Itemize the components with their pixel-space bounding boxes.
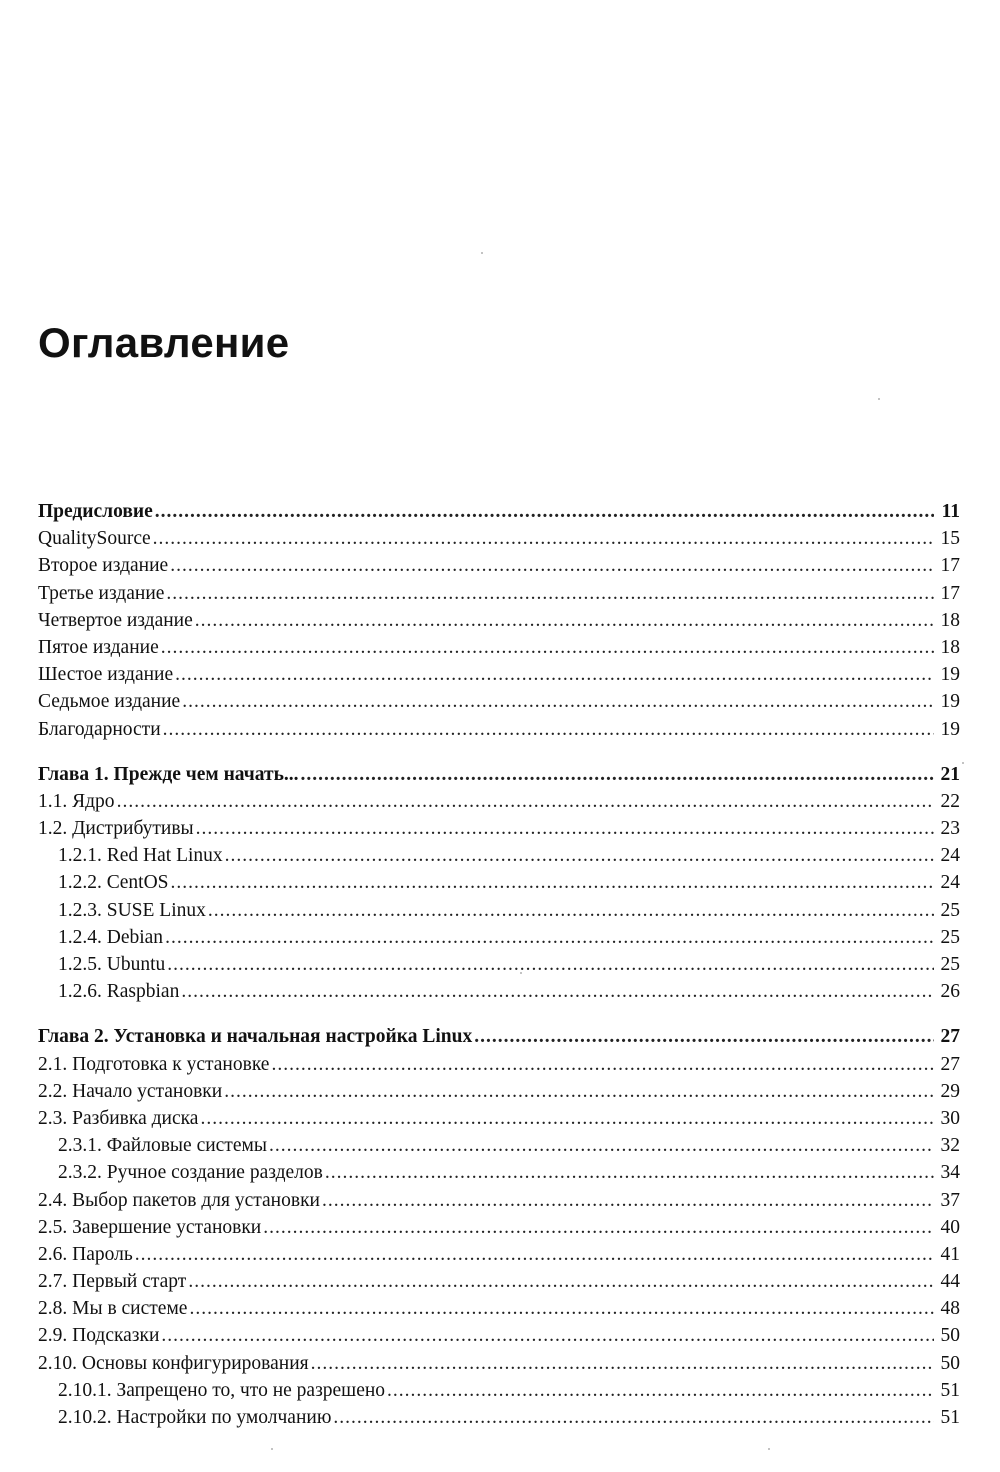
- toc-entry-label: 2.7. Первый старт: [38, 1271, 187, 1293]
- toc-page-number: 22: [940, 790, 960, 812]
- toc-chapter-entry: [38, 1023, 960, 1050]
- toc-section: [38, 1023, 960, 1431]
- toc-entry: [38, 1078, 960, 1105]
- toc-chapter-entry: [38, 761, 960, 788]
- toc-page-number: 29: [940, 1080, 960, 1102]
- toc-page-number: 44: [940, 1271, 960, 1293]
- dot-leader: [161, 1322, 934, 1349]
- toc-entry: [38, 716, 960, 743]
- toc-page-number: 50: [940, 1352, 960, 1374]
- dot-leader: [167, 951, 934, 978]
- toc-entry: [38, 1404, 960, 1431]
- toc-entry-label: 2.10.2. Настройки по умолчанию: [58, 1407, 332, 1428]
- toc-entry-label: 1.2.2. CentOS: [58, 872, 169, 894]
- toc-page-number: 15: [940, 528, 960, 550]
- toc-entry-label: Второе издание: [38, 555, 169, 577]
- toc-entry: [38, 1051, 960, 1078]
- toc-entry-label: 2.8. Мы в системе: [38, 1298, 188, 1320]
- toc-entry: [38, 1159, 960, 1186]
- scan-speck: [768, 1448, 770, 1450]
- toc-entry: [38, 1322, 960, 1349]
- toc-entry: [38, 1377, 960, 1404]
- toc-entry: [38, 634, 960, 661]
- toc-entry: [38, 1105, 960, 1132]
- dot-leader: [171, 869, 934, 896]
- toc-entry: [38, 815, 960, 842]
- dot-leader: [269, 1132, 934, 1159]
- dot-leader: [155, 498, 934, 525]
- toc-entry-label: 1.2.1. Red Hat Linux: [58, 845, 223, 867]
- toc-entry-label: 1.2.5. Ubuntu: [58, 954, 166, 975]
- toc-page-number: 24: [940, 872, 960, 894]
- toc-chapter-entry: [38, 498, 960, 525]
- dot-leader: [165, 924, 934, 951]
- toc-entry-label: 2.3. Разбивка диска: [38, 1107, 199, 1129]
- dot-leader: [224, 1078, 934, 1105]
- dot-leader: [153, 525, 934, 552]
- toc-entry: [38, 552, 960, 579]
- toc-page-number: 26: [940, 981, 960, 1003]
- toc-entry: [38, 1214, 960, 1241]
- toc-entry: [38, 1241, 960, 1268]
- toc-entry: [38, 978, 960, 1005]
- dot-leader: [322, 1187, 934, 1214]
- dot-leader: [181, 978, 934, 1005]
- dot-leader: [200, 1105, 934, 1132]
- toc-entry-label: 1.2.3. SUSE Linux: [58, 899, 206, 921]
- toc-entry-label: 2.3.1. Файловые системы: [58, 1135, 267, 1157]
- scan-speck: [481, 252, 483, 254]
- dot-leader: [182, 688, 934, 715]
- dot-leader: [325, 1159, 934, 1186]
- toc-entry: [38, 924, 960, 951]
- toc-entry-label: 1.2.6. Raspbian: [58, 981, 180, 1003]
- toc-entry-label: Шестое издание: [38, 664, 174, 686]
- toc-entry: [38, 1268, 960, 1295]
- dot-leader: [333, 1404, 934, 1431]
- toc-entry-label: 2.3.2. Ручное создание разделов: [58, 1162, 323, 1184]
- toc-page-number: 51: [940, 1379, 960, 1401]
- dot-leader: [170, 552, 934, 579]
- toc-page-number: 30: [940, 1107, 960, 1129]
- toc-page-number: 23: [940, 818, 960, 840]
- scan-speck: [962, 762, 964, 764]
- toc-entry: [38, 688, 960, 715]
- toc-entry: [38, 661, 960, 688]
- toc-page-number: 18: [940, 609, 960, 631]
- toc-entry: [38, 1187, 960, 1214]
- dot-leader: [189, 1295, 934, 1322]
- toc-page-number: 24: [940, 845, 960, 867]
- dot-leader: [195, 607, 934, 634]
- toc-entry: [38, 1350, 960, 1377]
- dot-leader: [175, 661, 934, 688]
- toc-page-number: 27: [940, 1053, 960, 1075]
- toc-entry-label: Глава 1. Прежде чем начать...: [38, 763, 299, 785]
- toc-entry: [38, 869, 960, 896]
- toc-entry-label: 2.10.1. Запрещено то, что не разрешено: [58, 1379, 386, 1401]
- dot-leader: [196, 815, 934, 842]
- dot-leader: [166, 580, 934, 607]
- dot-leader: [117, 788, 934, 815]
- toc-entry-label: 1.1. Ядро: [38, 790, 115, 812]
- toc-entry-label: 2.9. Подсказки: [38, 1325, 160, 1347]
- toc-section: [38, 761, 960, 1006]
- dot-leader: [163, 716, 934, 743]
- toc-page-number: 32: [940, 1135, 960, 1157]
- toc-entry-label: Глава 2. Установка и начальная настройка Linux: [38, 1026, 473, 1048]
- toc-page-number: 27: [940, 1026, 960, 1048]
- toc-entry-label: 2.4. Выбор пакетов для установки: [38, 1189, 320, 1211]
- toc-page-number: 40: [940, 1216, 960, 1238]
- dot-leader: [271, 1051, 934, 1078]
- toc-entry-label: 2.6. Пароль: [38, 1243, 133, 1265]
- toc-entry: [38, 842, 960, 869]
- toc-entry-label: Предисловие: [38, 501, 153, 522]
- toc-entry-label: Седьмое издание: [38, 691, 181, 713]
- toc-entry-label: 2.2. Начало установки: [38, 1080, 223, 1102]
- toc-section: [38, 498, 960, 743]
- dot-leader: [263, 1214, 934, 1241]
- dot-leader: [387, 1377, 934, 1404]
- toc-entry-label: 2.10. Основы конфигурирования: [38, 1352, 309, 1374]
- scan-speck: [520, 972, 522, 974]
- page-title: Оглавление: [38, 319, 290, 366]
- toc-page-number: 11: [941, 501, 960, 522]
- toc-entry: [38, 951, 960, 978]
- toc-page-number: 19: [940, 664, 960, 686]
- dot-leader: [301, 761, 934, 788]
- toc-entry: [38, 1132, 960, 1159]
- toc-entry: [38, 607, 960, 634]
- toc-entry-label: Пятое издание: [38, 636, 159, 658]
- dot-leader: [311, 1350, 934, 1377]
- toc-page-number: 50: [940, 1325, 960, 1347]
- dot-leader: [474, 1023, 934, 1050]
- toc-entry-label: 2.5. Завершение установки: [38, 1216, 262, 1238]
- dot-leader: [208, 897, 934, 924]
- toc-page-number: 25: [940, 899, 960, 921]
- dot-leader: [161, 634, 934, 661]
- toc-entry: [38, 788, 960, 815]
- toc-entry-label: QualitySource: [38, 528, 151, 550]
- toc-page-number: 25: [940, 954, 960, 975]
- toc-entry-label: 2.1. Подготовка к установке: [38, 1053, 270, 1075]
- toc-entry: [38, 1295, 960, 1322]
- dot-leader: [225, 842, 934, 869]
- toc-entry-label: 1.2. Дистрибутивы: [38, 818, 194, 840]
- toc-page-number: 51: [940, 1407, 960, 1428]
- scan-speck: [271, 1448, 273, 1450]
- toc-entry-label: Третье издание: [38, 582, 165, 604]
- dot-leader: [188, 1268, 934, 1295]
- toc-page-number: 25: [940, 926, 960, 948]
- table-of-contents: [38, 498, 960, 1449]
- toc-page-number: 18: [940, 636, 960, 658]
- scan-speck: [878, 398, 880, 400]
- toc-entry-label: Благодарности: [38, 718, 161, 740]
- toc-page-number: 41: [940, 1243, 960, 1265]
- toc-entry-label: 1.2.4. Debian: [58, 926, 164, 948]
- toc-entry: [38, 580, 960, 607]
- toc-page-number: 17: [940, 582, 960, 604]
- toc-page-number: 19: [940, 718, 960, 740]
- toc-page-number: 17: [940, 555, 960, 577]
- toc-page-number: 21: [940, 763, 960, 785]
- toc-entry-label: Четвертое издание: [38, 609, 193, 631]
- toc-page-number: 48: [940, 1298, 960, 1320]
- toc-entry: [38, 525, 960, 552]
- toc-page-number: 37: [940, 1189, 960, 1211]
- toc-page-number: 19: [940, 691, 960, 713]
- toc-entry: [38, 897, 960, 924]
- toc-page-number: 34: [940, 1162, 960, 1184]
- dot-leader: [135, 1241, 934, 1268]
